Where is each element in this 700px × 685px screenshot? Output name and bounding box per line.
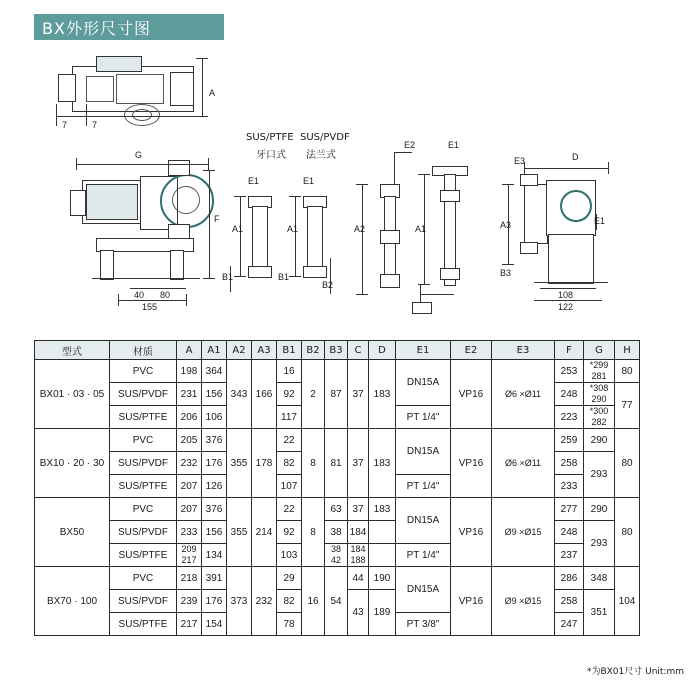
cell-C: 37 [348,360,369,429]
drw-right-dial [560,190,592,222]
cell-A: 233 [177,521,202,544]
cell-F: 259 [555,429,584,452]
drw-label-16: A1 [287,224,299,234]
cell-D: 183 [369,429,396,498]
drw-valve-a1-elbow [420,294,454,295]
cell-material: PVC [110,360,177,383]
th-B1: B1 [277,341,302,360]
cell-A2: 343 [227,360,252,429]
drw-dim-80 [152,288,186,289]
cell-model: BX01 · 03 · 05 [35,360,110,429]
drw-top-ext1 [56,104,57,126]
th-E2: E2 [451,341,492,360]
drw-label-10: E1 [448,140,460,150]
drw-label-8: 法兰式 [306,150,336,161]
drw-sideview-cap [70,190,86,216]
cell-A: 209 217 [177,544,202,567]
drw-head-b-bottom [303,266,327,278]
cell-F: 223 [555,406,584,429]
table-row [35,360,640,383]
drw-head-b-body [307,206,323,268]
cell-F: 247 [555,613,584,636]
cell-E1: DN15A [396,498,451,544]
cell-A1: 106 [202,406,227,429]
cell-E3: Ø9 ×Ø15 [492,498,555,567]
cell-B1: 16 [277,360,302,383]
cell-B2: 2 [302,360,325,429]
drw-label-29: 122 [558,302,574,312]
drw-label-7: SUS/PVDF [300,132,350,143]
drw-label-1: 7 [92,120,98,130]
cell-B1: 92 [277,383,302,406]
cell-D [369,521,396,544]
th-H: H [615,341,640,360]
cell-D: 189 [369,590,396,636]
drw-dim-G [76,164,208,165]
drw-dim-108 [540,288,596,289]
cell-A1: 176 [202,452,227,475]
drw-dim-155 [118,300,186,301]
th-E3: E3 [492,341,555,360]
drw-label-27: 155 [142,302,158,312]
cell-A1: 156 [202,383,227,406]
drw-valve-a1-c1 [440,190,460,202]
cell-E3: Ø6 ×Ø11 [492,360,555,429]
drw-head-b-A1-t2 [289,276,301,277]
cell-G: 290 [584,498,615,521]
drw-dim-F-t2 [203,278,215,279]
cell-C: 37 [348,429,369,498]
cell-B1: 22 [277,429,302,452]
th-F: F [555,341,584,360]
cell-material: PVC [110,429,177,452]
drw-right-stand [548,234,594,284]
cell-E1: PT 1/4" [396,406,451,429]
drw-head-b-A1 [295,196,296,276]
cell-E1: PT 3/8" [396,613,451,636]
drw-dim-A2-t1 [356,184,368,185]
table-row [35,567,640,590]
drw-right-head [524,184,548,244]
cell-D: 183 [369,360,396,429]
th-C: C [348,341,369,360]
cell-material: SUS/PVDF [110,521,177,544]
drw-dim-155-t1 [118,294,119,306]
cell-B1: 82 [277,452,302,475]
drw-label-22: B2 [322,280,334,290]
cell-model: BX70 · 100 [35,567,110,636]
drw-valve-a1-c2 [440,268,460,280]
drw-dim-A-tick-top [196,58,208,59]
cell-G: 348 [584,567,615,590]
drw-dim-A-tick-bot [196,116,208,117]
page-title: BX外形尺寸图 [42,18,151,38]
table-row [35,498,640,521]
drw-sideview-ground [92,278,200,279]
cell-A1: 376 [202,429,227,452]
page-title-bar [34,14,224,40]
drw-label-14: E1 [303,176,315,186]
th-B2: B2 [302,341,325,360]
cell-material: SUS/PTFE [110,544,177,567]
cell-F: 258 [555,590,584,613]
th-A2: A2 [227,341,252,360]
cell-B1: 82 [277,590,302,613]
cell-B2: 16 [302,567,325,636]
th-A: A [177,341,202,360]
drw-head-a-A1 [240,196,241,276]
drw-label-9: E2 [404,140,416,150]
cell-B3: 87 [325,360,348,429]
cell-A: 232 [177,452,202,475]
cell-material: SUS/PTFE [110,613,177,636]
cell-E1: DN15A [396,429,451,475]
th-D: D [369,341,396,360]
drw-label-21: B1 [278,272,290,282]
cell-E1: PT 1/4" [396,544,451,567]
cell-A1: 156 [202,521,227,544]
drw-label-15: A1 [232,224,244,234]
cell-E3: Ø6 ×Ø11 [492,429,555,498]
cell-material: PVC [110,498,177,521]
drw-dim-A3-t1 [502,184,514,185]
cell-A2: 355 [227,498,252,567]
cell-A3: 232 [252,567,277,636]
cell-A1: 391 [202,567,227,590]
drw-sideview-foot2 [170,250,184,280]
cell-H: 77 [615,383,640,429]
cell-D: 190 [369,567,396,590]
cell-B2: 8 [302,498,325,567]
dimension-drawing [0,44,700,338]
drw-label-19: A3 [500,220,512,230]
drw-topview-flange-inner [132,109,152,121]
drw-label-5: SUS/PTFE [246,132,294,143]
cell-B2: 8 [302,429,325,498]
drw-label-12: D [572,152,579,162]
cell-G: 351 [584,590,615,636]
cell-A1: 154 [202,613,227,636]
th-material: 材质 [110,341,177,360]
drw-label-4: F [214,214,220,224]
th-G: G [584,341,615,360]
drw-dim-A3-t2 [502,264,514,265]
drw-sideview-pumphead-inner [172,186,200,214]
table-header-row [35,341,640,360]
cell-model: BX50 [35,498,110,567]
cell-A3: 214 [252,498,277,567]
cell-H: 80 [615,429,640,498]
cell-E2: VP16 [451,360,492,429]
cell-A3: 166 [252,360,277,429]
cell-A2: 355 [227,429,252,498]
drw-e2-leader [394,152,412,153]
drw-label-18: A1 [415,224,427,234]
drw-topview-inner1 [86,76,114,102]
cell-E1: PT 1/4" [396,475,451,498]
cell-G-line1: *299 281 [589,360,609,381]
th-B3: B3 [325,341,348,360]
drw-topview-motor [96,56,142,72]
drw-dim-A2 [362,184,363,294]
cell-A1: 134 [202,544,227,567]
dimension-table [34,340,640,636]
drw-valve-a1-bottom-cap [412,302,432,314]
drw-dim-D [524,168,608,169]
cell-F: 286 [555,567,584,590]
cell-E1: DN15A [396,360,451,406]
cell-G: 293 [584,452,615,498]
cell-A: 207 [177,498,202,521]
th-A1: A1 [202,341,227,360]
drw-topview-cap [58,74,76,102]
cell-material: SUS/PVDF [110,383,177,406]
drw-label-6: 牙口式 [256,150,286,161]
drw-dim-A2-t2 [356,294,368,295]
drw-label-0: A [209,88,216,98]
cell-C: 184 188 [348,544,369,567]
drw-sideview-foot [100,250,114,280]
drw-dim-A1r-t1 [418,174,430,175]
drw-right-ground [534,282,608,283]
cell-material: SUS/PVDF [110,452,177,475]
drw-label-13: E1 [248,176,260,186]
drw-head-a-A1-t1 [234,196,246,197]
cell-D: 183 [369,498,396,521]
cell-B3: 38 [325,521,348,544]
drw-dim-155-t2 [186,294,187,306]
cell-B1: 92 [277,521,302,544]
drw-label-11: E3 [514,156,526,166]
cell-material: SUS/PTFE [110,406,177,429]
drw-head-a-A1-t2 [234,276,246,277]
drw-label-24: E1 [594,216,606,226]
cell-A2: 373 [227,567,252,636]
cell-F: 253 [555,360,584,383]
cell-E3: Ø9 ×Ø15 [492,567,555,636]
cell-G: *308 290 [584,383,615,406]
table-footnote: *为BX01尺寸 Unit:mm [586,667,684,677]
drw-right-connector-bot [520,242,538,254]
cell-A1: 126 [202,475,227,498]
drw-dim-G-t2 [208,158,209,170]
drw-topview-inner2 [116,74,164,104]
cell-A: 205 [177,429,202,452]
drw-valve-a2-mid [380,230,400,244]
drw-label-23: B3 [500,268,512,278]
cell-material: SUS/PTFE [110,475,177,498]
cell-H: 80 [615,498,640,567]
table-row [35,429,640,452]
cell-G: 293 [584,521,615,567]
drw-dim-A-line [202,58,203,116]
cell-A1: 176 [202,590,227,613]
cell-F: 248 [555,521,584,544]
cell-F: 258 [555,452,584,475]
cell-B1: 78 [277,613,302,636]
drw-sideview-motor-fill [86,184,138,220]
cell-B1: 117 [277,406,302,429]
drw-valve-a2-bot [380,274,400,288]
drw-dim-F-t1 [203,170,215,171]
cell-D [369,544,396,567]
th-E1: E1 [396,341,451,360]
drw-dim-122 [534,300,602,301]
cell-C: 184 [348,521,369,544]
cell-E2: VP16 [451,429,492,498]
cell-A: 217 [177,613,202,636]
cell-A1: 376 [202,498,227,521]
table-body [35,360,640,636]
drw-dim-A1r-t2 [418,284,430,285]
cell-C: 37 [348,498,369,521]
cell-H: 104 [615,567,640,636]
cell-E2: VP16 [451,567,492,636]
cell-A: 239 [177,590,202,613]
cell-A1: 364 [202,360,227,383]
cell-B1: 29 [277,567,302,590]
cell-A: 231 [177,383,202,406]
cell-H: 80 [615,360,640,383]
drw-label-17: A2 [354,224,366,234]
cell-B1: 103 [277,544,302,567]
th-model: 型式 [35,341,110,360]
drw-label-25: 40 [134,290,145,300]
cell-G: 290 [584,429,615,452]
drw-dim-F [209,170,210,278]
cell-F: 248 [555,383,584,406]
cell-A3: 178 [252,429,277,498]
cell-F: 233 [555,475,584,498]
drw-right-connector-top [520,174,538,186]
cell-A: 218 [177,567,202,590]
drw-label-2: 7 [62,120,68,130]
drw-dim-D-t2 [608,162,609,174]
drw-topview-base [56,116,196,117]
cell-B3: 38 42 [325,544,348,567]
drw-sideview-top-connector [168,160,190,176]
drw-dim-G-t1 [76,158,77,170]
drw-label-26: 80 [160,290,171,300]
cell-B1: 22 [277,498,302,521]
drw-top-ext2 [86,104,87,126]
cell-B1: 107 [277,475,302,498]
cell-model: BX10 · 20 · 30 [35,429,110,498]
cell-material: SUS/PVDF [110,590,177,613]
cell-C: 43 [348,590,369,636]
drw-head-a-bottom [248,266,272,278]
cell-B3: 63 [325,498,348,521]
drw-e2-leader-v [394,152,395,184]
cell-A: 206 [177,406,202,429]
cell-G: *300 282 [584,406,615,429]
drw-dim-40 [130,288,152,289]
cell-B3: 81 [325,429,348,498]
drw-head-a-body [252,206,268,268]
cell-A: 198 [177,360,202,383]
drw-label-3: G [135,150,143,160]
drw-topview-head [170,72,194,106]
cell-material: PVC [110,567,177,590]
cell-F: 237 [555,544,584,567]
cell-C: 44 [348,567,369,590]
drw-label-28: 108 [558,290,574,300]
cell-E1: DN15A [396,567,451,613]
th-A3: A3 [252,341,277,360]
cell-E2: VP16 [451,498,492,567]
drw-head-b-A1-t1 [289,196,301,197]
cell-G [584,360,615,383]
cell-A: 207 [177,475,202,498]
cell-F: 277 [555,498,584,521]
cell-B3: 54 [325,567,348,636]
drw-label-20: B1 [222,272,234,282]
